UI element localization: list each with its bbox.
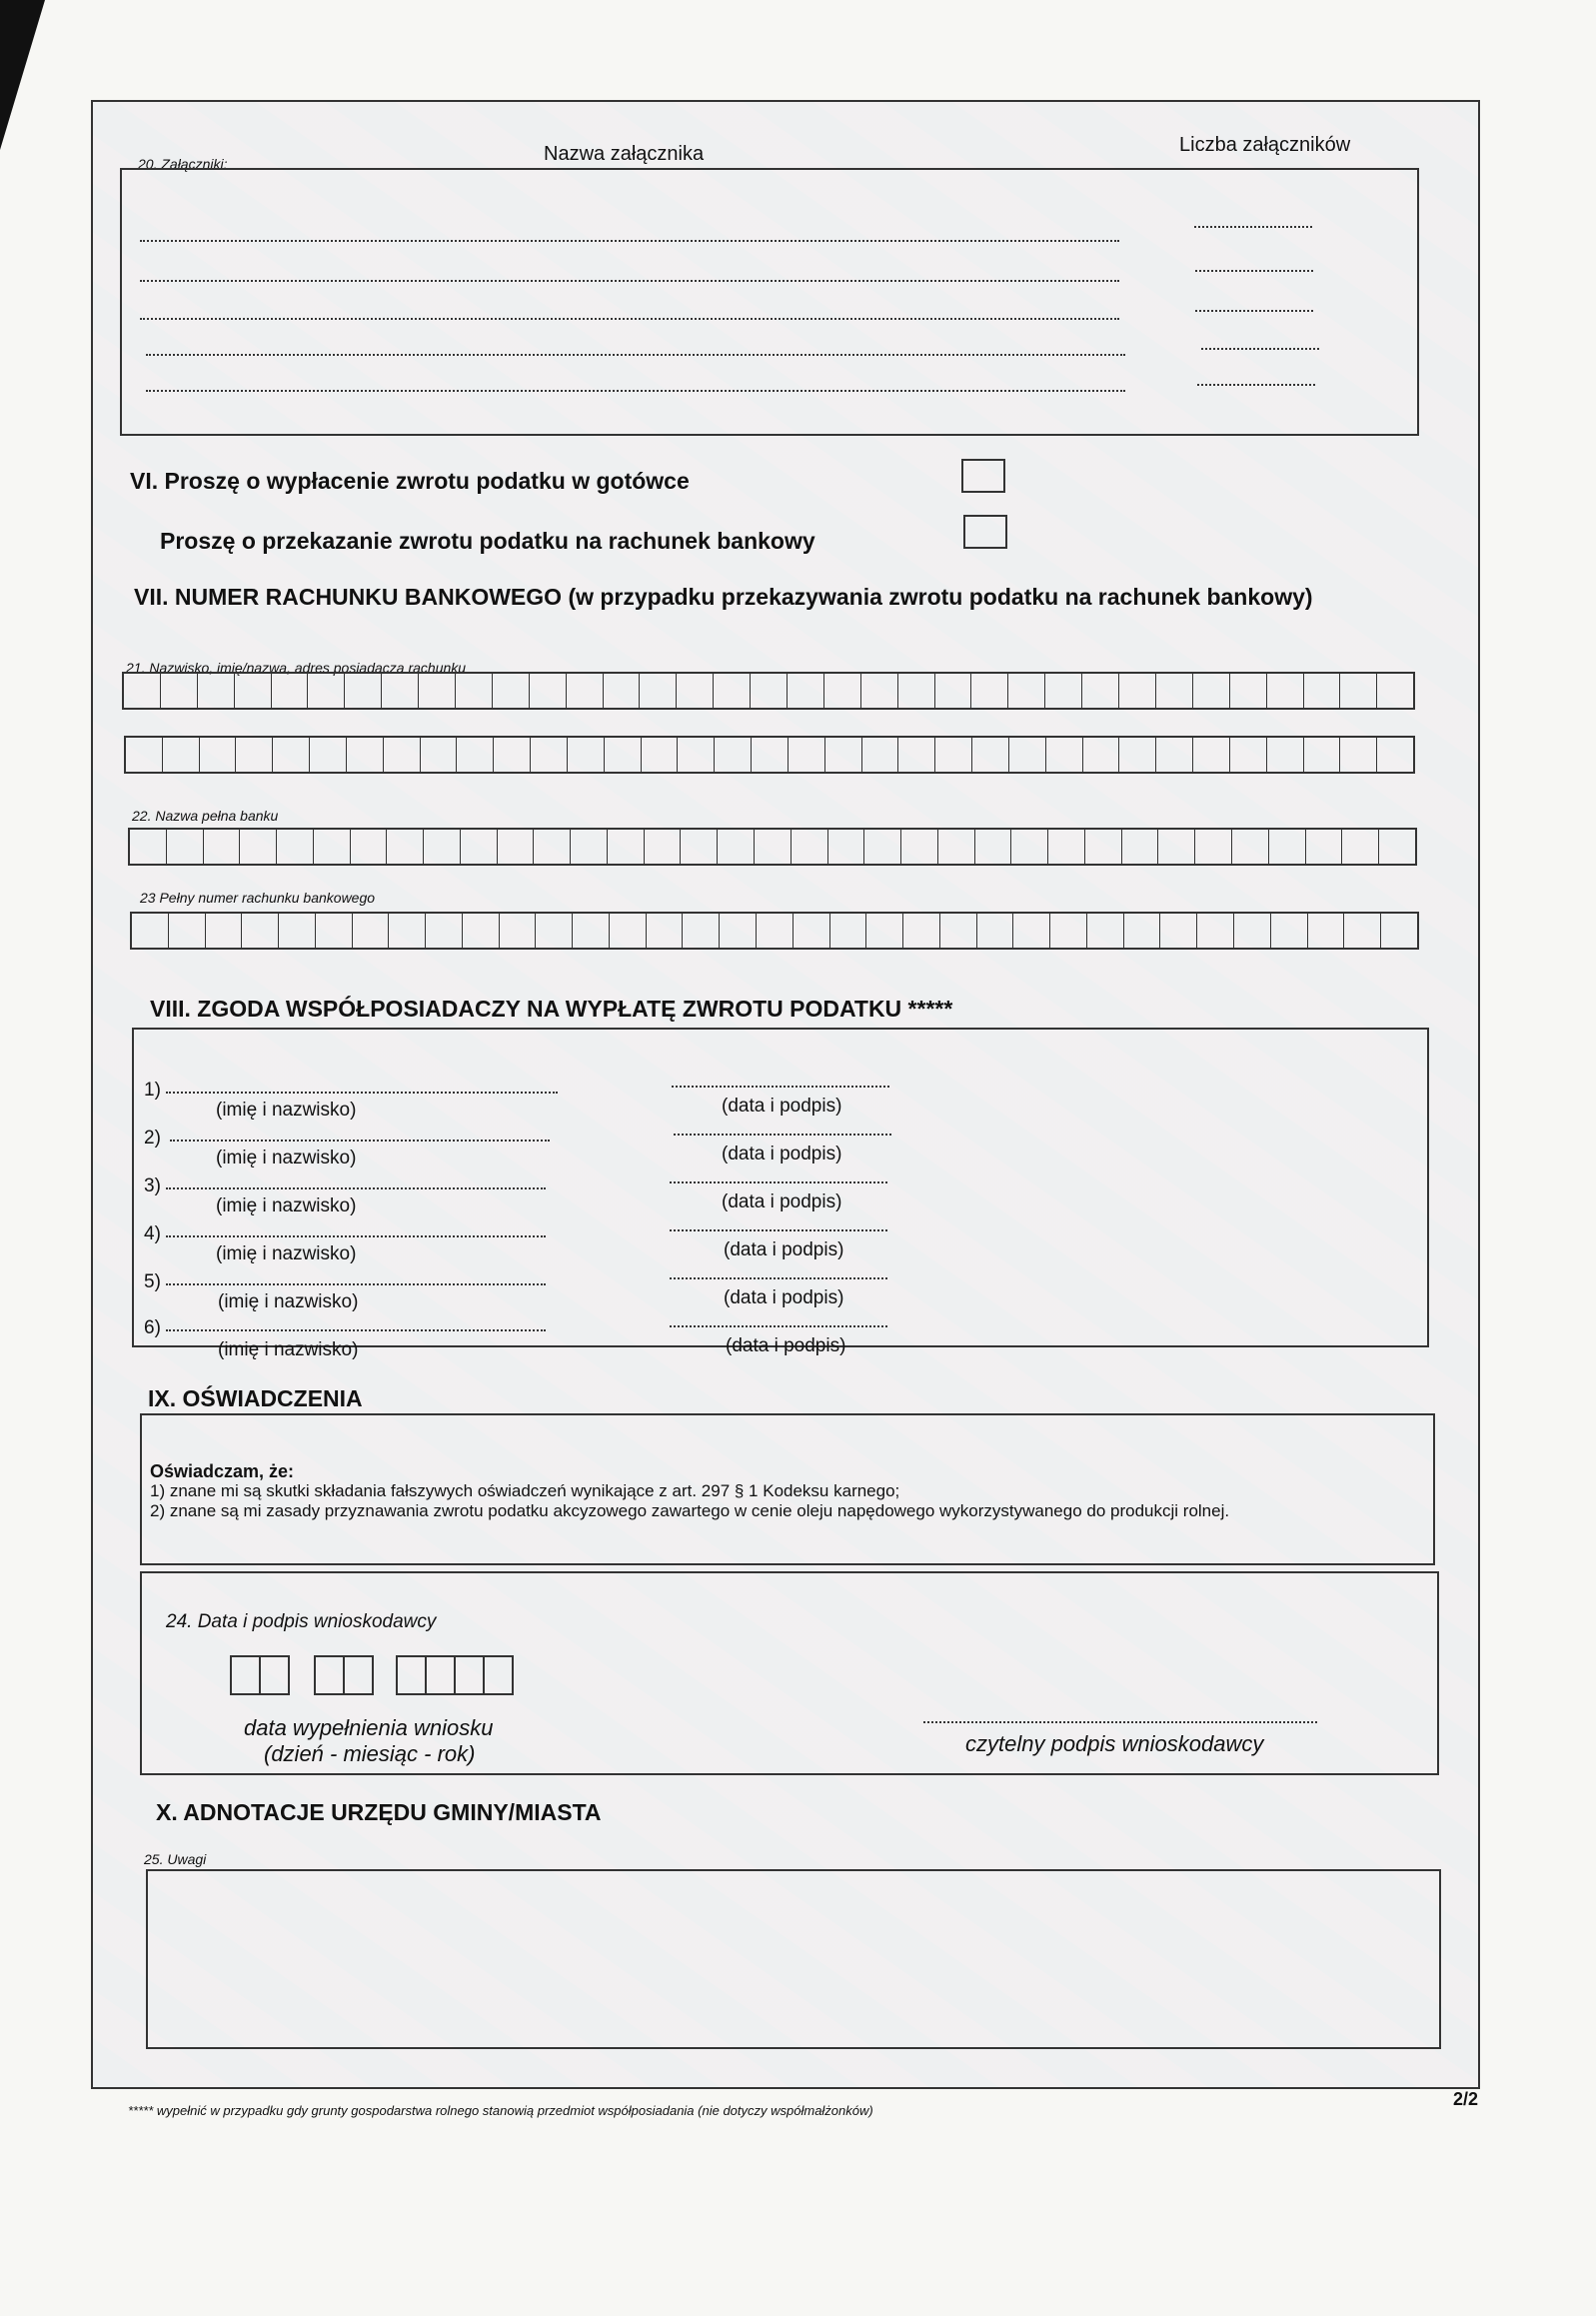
- co-owner-number: 3): [144, 1175, 161, 1196]
- section-vii-header: VII. NUMER RACHUNKU BANKOWEGO (w przypadku przekazywania zwrotu podatku na rachunek bankowy): [134, 584, 1313, 610]
- co-owner-number: 4): [144, 1223, 161, 1244]
- co-owner-signature-line[interactable]: [674, 1134, 891, 1136]
- co-owner-signature-line[interactable]: [672, 1086, 889, 1088]
- date-caption: data wypełnienia wniosku: [244, 1715, 494, 1740]
- co-owner-number: 1): [144, 1080, 161, 1101]
- co-owner-number: 6): [144, 1317, 161, 1338]
- attachment-count-line[interactable]: [1195, 310, 1313, 312]
- co-owner-signature-caption: (data i podpis): [722, 1191, 842, 1212]
- attachment-name-line[interactable]: [140, 240, 1119, 242]
- co-owner-name-line[interactable]: [166, 1283, 546, 1285]
- co-owner-signature-line[interactable]: [670, 1277, 887, 1279]
- co-owner-signature-line[interactable]: [670, 1325, 887, 1327]
- field-25-label: 25. Uwagi: [144, 1851, 207, 1867]
- signature-caption: czytelny podpis wnioskodawcy: [965, 1731, 1264, 1756]
- attachment-name-line[interactable]: [140, 280, 1119, 282]
- attachments-box: [120, 168, 1419, 436]
- co-owner-name-caption: (imię i nazwisko): [216, 1243, 357, 1264]
- co-owner-number: 2): [144, 1128, 161, 1149]
- co-owner-name-line[interactable]: [166, 1235, 546, 1237]
- attachment-name-line[interactable]: [140, 318, 1119, 320]
- attachment-count-line[interactable]: [1201, 348, 1319, 350]
- co-owner-signature-caption: (data i podpis): [726, 1335, 846, 1356]
- cash-refund-label: VI. Proszę o wypłacenie zwrotu podatku w gotówce: [130, 468, 690, 494]
- co-owner-signature-caption: (data i podpis): [722, 1096, 842, 1117]
- co-owner-name-line[interactable]: [170, 1140, 550, 1142]
- bank-refund-label: Proszę o przekazanie zwrotu podatku na rachunek bankowy: [160, 528, 815, 554]
- bank-refund-checkbox[interactable]: [963, 515, 1007, 549]
- field-23-label: 23 Pełny numer rachunku bankowego: [140, 890, 376, 906]
- remarks-box[interactable]: [146, 1869, 1441, 2049]
- statements-intro: Oświadczam, że:: [150, 1461, 295, 1481]
- attachment-count-line[interactable]: [1195, 270, 1313, 272]
- attachment-count-header: Liczba załączników: [1179, 134, 1351, 156]
- date-day-cells[interactable]: [230, 1655, 290, 1695]
- statement-line-2: 2) znane są mi zasady przyznawania zwrotu podatku akcyzowego zawartego w cenie oleju napędowego wykorzystywanego do produkcji rolnej.: [150, 1501, 1230, 1520]
- date-year-cells[interactable]: [396, 1655, 514, 1695]
- attachments-field-label: 20. Załączniki:: [138, 156, 228, 172]
- co-owner-signature-caption: (data i podpis): [722, 1144, 842, 1164]
- attachment-name-line[interactable]: [146, 354, 1125, 356]
- co-owner-name-line[interactable]: [166, 1187, 546, 1189]
- co-owner-signature-line[interactable]: [670, 1181, 887, 1183]
- co-owner-name-caption: (imię i nazwisko): [216, 1100, 357, 1121]
- co-owner-name-caption: (imię i nazwisko): [216, 1148, 357, 1168]
- field-24-label: 24. Data i podpis wnioskodawcy: [166, 1611, 437, 1632]
- co-owner-name-caption: (imię i nazwisko): [218, 1339, 359, 1360]
- co-owner-signature-caption: (data i podpis): [724, 1287, 844, 1308]
- applicant-signature-line[interactable]: [923, 1721, 1317, 1723]
- date-month-cells[interactable]: [314, 1655, 374, 1695]
- account-holder-cells-row1[interactable]: [122, 672, 1415, 710]
- date-format-caption: (dzień - miesiąc - rok): [264, 1741, 476, 1766]
- account-holder-cells-row2[interactable]: [124, 736, 1415, 774]
- co-owner-name-caption: (imię i nazwisko): [216, 1195, 357, 1216]
- statement-line-1: 1) znane mi są skutki składania fałszywych oświadczeń wynikające z art. 297 § 1 Kodeksu karnego;: [150, 1481, 900, 1500]
- co-owner-signature-line[interactable]: [670, 1229, 887, 1231]
- field-22-label: 22. Nazwa pełna banku: [132, 808, 279, 824]
- account-number-cells[interactable]: [130, 912, 1419, 950]
- attachment-count-line[interactable]: [1194, 226, 1312, 228]
- field-21-label: 21. Nazwisko, imię/nazwa, adres posiadacza rachunku: [126, 660, 467, 676]
- attachment-name-line[interactable]: [146, 390, 1125, 392]
- co-owner-signature-caption: (data i podpis): [724, 1239, 844, 1260]
- section-x-header: X. ADNOTACJE URZĘDU GMINY/MIASTA: [156, 1799, 602, 1825]
- bank-name-cells[interactable]: [128, 828, 1417, 866]
- co-owner-name-caption: (imię i nazwisko): [218, 1291, 359, 1312]
- footnote: ***** wypełnić w przypadku gdy grunty gospodarstwa rolnego stanowią przedmiot współposiadania (nie dotyczy współmałżonków): [128, 2103, 873, 2118]
- section-ix-header: IX. OŚWIADCZENIA: [148, 1385, 363, 1411]
- section-viii-header: VIII. ZGODA WSPÓŁPOSIADACZY NA WYPŁATĘ ZWROTU PODATKU *****: [150, 996, 953, 1022]
- page-number: 2/2: [1453, 2089, 1479, 2109]
- co-owner-number: 5): [144, 1271, 161, 1292]
- cash-refund-checkbox[interactable]: [961, 459, 1005, 493]
- attachment-count-line[interactable]: [1197, 384, 1315, 386]
- attachment-name-header: Nazwa załącznika: [544, 143, 705, 165]
- scan-corner-shadow: [0, 0, 45, 150]
- co-owner-name-line[interactable]: [166, 1092, 558, 1094]
- co-owner-name-line[interactable]: [166, 1329, 546, 1331]
